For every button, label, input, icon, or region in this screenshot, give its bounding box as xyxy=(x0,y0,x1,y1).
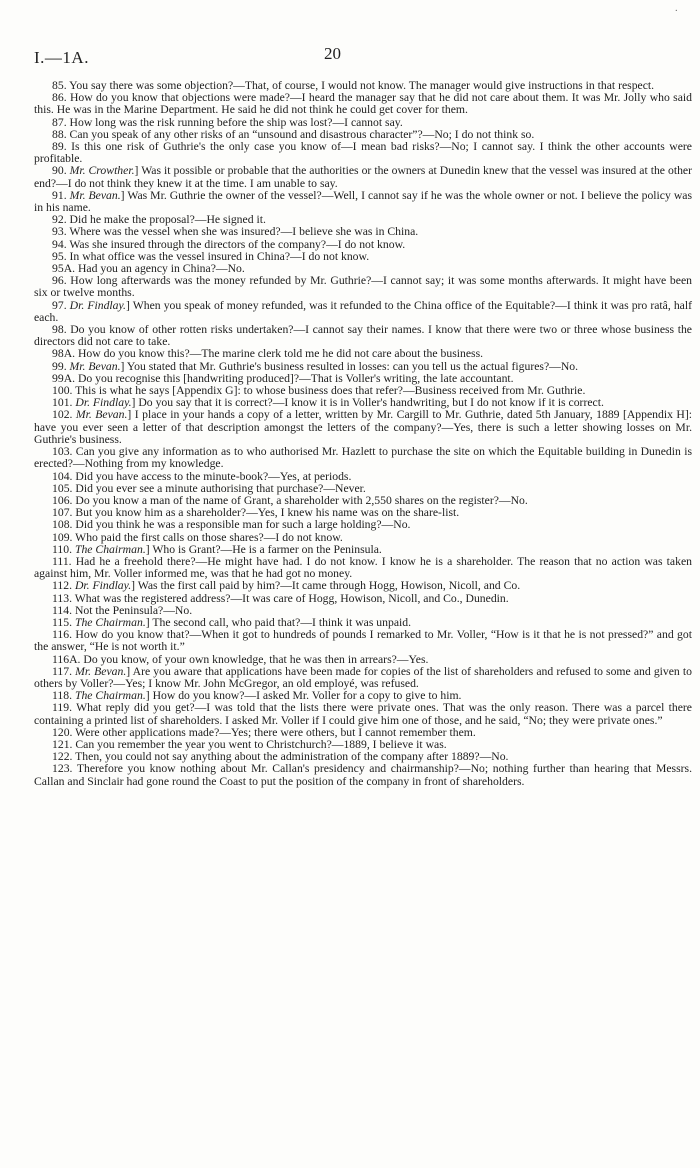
evidence-paragraph: 119. What reply did you get?—I was told that the lists there were private ones. That was the only reason. There was a parcel there containing a printed list of shareholders. I asked Mr. Voller if I could give him one of those, and he said, “No; they were private ones.” xyxy=(34,701,692,727)
paragraph-text: ] Was Mr. Guthrie the owner of the vessel?—Well, I cannot say if he was the whole owner or not. I believe the policy was in his name. xyxy=(34,188,693,215)
evidence-paragraph: 107. But you know him as a shareholder?—Yes, I knew his name was on the share-list. xyxy=(52,506,460,520)
speaker-name: Dr. Findlay. xyxy=(75,396,132,410)
question-number: 115. xyxy=(52,615,75,629)
evidence-paragraph: 86. How do you know that objections were made?—I heard the manager say that he did not care about them. It was Mr. Jolly who said this. He was in the Marine Department. He said he did not think he could get cover for them. xyxy=(34,91,692,117)
paragraph-text: ] Are you aware that applications have been made for copies of the list of shareholders and refused to some and given to others by Voller?—Yes; I know Mr. John McGregor, an old employé, was refused. xyxy=(34,664,692,690)
speaker-name: The Chairman. xyxy=(74,542,146,556)
speaker-name: Mr. Bevan. xyxy=(75,664,127,678)
evidence-paragraph: 105. Did you ever see a minute authorising that purchase?—Never. xyxy=(52,481,366,495)
question-number: 112. xyxy=(52,579,75,593)
speaker-name: Dr. Findlay. xyxy=(69,298,126,312)
evidence-paragraph: 96. How long afterwards was the money refunded by Mr. Guthrie?—I cannot say; it was some months afterwards. It might have been six or twelve months. xyxy=(34,274,692,300)
evidence-paragraph: 85. You say there was some objection?—That, of course, I would not know. The manager would give instructions in that respect. xyxy=(52,79,655,92)
speaker-name: The Chairman. xyxy=(74,615,146,629)
evidence-paragraph xyxy=(34,666,692,690)
evidence-text xyxy=(34,80,692,788)
question-number: 97. xyxy=(52,298,70,312)
series-reference: I.—1A. xyxy=(34,48,89,67)
evidence-paragraph xyxy=(34,409,692,446)
evidence-paragraph: 94. Was she insured through the directors of the company?—I do not know. xyxy=(52,237,406,251)
evidence-paragraph: 116A. Do you know, of your own knowledge, that he was then in arrears?—Yes. xyxy=(52,652,429,666)
evidence-paragraph: 88. Can you speak of any other risks of an “unsound and disastrous character”?—No; I do not think so. xyxy=(52,127,535,141)
paragraph-text: ] Do you say that it is correct?—I know it is in Voller's handwriting, but I do not know if it is correct. xyxy=(131,396,604,410)
paragraph-text: ] How do you know?—I asked Mr. Voller for a copy to give to him. xyxy=(145,689,462,703)
paragraph-text: ] The second call, who paid that?—I think it was unpaid. xyxy=(145,615,412,629)
evidence-paragraph: 92. Did he make the proposal?—He signed it. xyxy=(52,213,266,227)
evidence-paragraph xyxy=(34,165,692,189)
evidence-paragraph: 116. How do you know that?—When it got to hundreds of pounds I remarked to Mr. Voller, “How is it that he is not pressed?” and got the answer, “He is not worth it.” xyxy=(34,628,692,654)
paragraph-text: ] Was the first call paid by him?—It came through Hogg, Howison, Nicoll, and Co. xyxy=(131,579,521,593)
evidence-paragraph: 108. Did you think he was a responsible man for such a large holding?—No. xyxy=(52,518,411,532)
speaker-name: Dr. Findlay. xyxy=(74,579,132,593)
evidence-paragraph xyxy=(34,190,692,214)
evidence-paragraph: 93. Where was the vessel when she was insured?—I believe she was in China. xyxy=(52,225,419,239)
paragraph-text: ] Who is Grant?—He is a farmer on the Peninsula. xyxy=(145,542,382,556)
evidence-paragraph: 99A. Do you recognise this [handwriting produced]?—That is Voller's writing, the late accountant. xyxy=(52,371,514,385)
evidence-paragraph: 89. Is this one risk of Guthrie's the only case you know of—I mean bad risks?—No; I cannot say. I think the other accounts were profitable. xyxy=(34,140,692,166)
evidence-paragraph: 122. Then, you could not say anything about the administration of the company after 1889?—No. xyxy=(52,750,509,764)
question-number: 90. xyxy=(52,164,70,178)
evidence-paragraph: 103. Can you give any information as to who authorised Mr. Hazlett to purchase the site on which the Equitable building in Dunedin is erected?—Nothing from my knowledge. xyxy=(34,445,692,471)
evidence-paragraph: 98A. How do you know this?—The marine clerk told me he did not care about the business. xyxy=(52,347,484,361)
paragraph-text: ] Was it possible or probable that the authorities or the owners at Dunedin knew that the vessel was insured at the other end?—I do not think they knew it at the time. I am unable to say. xyxy=(34,164,692,190)
evidence-paragraph: 111. Had he a freehold there?—He might have had. I do not know. I know he is a shareholder. The reason that no action was taken against him, Mr. Voller informed me, was that he had got no money. xyxy=(34,554,692,581)
question-number: 110. xyxy=(52,542,75,556)
evidence-paragraph: 120. Were other applications made?—Yes; there were others, but I cannot remember them. xyxy=(52,725,476,739)
evidence-paragraph: 113. What was the registered address?—It was care of Hogg, Howison, Nicoll, and Co., Dunedin. xyxy=(52,591,509,605)
evidence-paragraph: 100. This is what he says [Appendix G]: to whose business does that refer?—Business received from Mr. Guthrie. xyxy=(52,384,586,398)
evidence-paragraph: 95. In what office was the vessel insured in China?—I do not know. xyxy=(52,249,370,263)
question-number: 99. xyxy=(52,359,70,373)
question-number: 117. xyxy=(52,664,76,678)
evidence-paragraph: 104. Did you have access to the minute-book?—Yes, at periods. xyxy=(52,469,352,483)
question-number: 118. xyxy=(52,689,75,703)
paragraph-text: ] I place in your hands a copy of a letter, written by Mr. Cargill to Mr. Guthrie, dated 5th January, 1889 [Appendix H]: have you ever seen a letter of that description amongst the letters of the company?—Yes, there is such a letter showing losses on Mr. Guthrie's business. xyxy=(34,408,692,446)
page-number: 20 xyxy=(324,44,341,63)
evidence-paragraph: 106. Do you know a man of the name of Grant, a shareholder with 2,550 shares on the register?—No. xyxy=(52,493,528,507)
evidence-paragraph: 87. How long was the risk running before the ship was lost?—I cannot say. xyxy=(52,115,403,129)
evidence-paragraph: 123. Therefore you know nothing about Mr. Callan's presidency and chairmanship?—No; nothing further than hearing that Messrs. Callan and Sinclair had gone round the Coast to put the position of the company in front of shareholders. xyxy=(34,762,692,788)
speaker-name: Mr. Bevan. xyxy=(75,408,128,422)
corner-mark: · xyxy=(674,6,678,17)
speaker-name: The Chairman. xyxy=(74,689,146,703)
speaker-name: Mr. Bevan. xyxy=(69,188,121,202)
speaker-name: Mr. Crowther. xyxy=(69,164,135,178)
speaker-name: Mr. Bevan. xyxy=(69,359,121,373)
question-number: 101. xyxy=(52,396,76,410)
evidence-paragraph: 109. Who paid the first calls on those shares?—I do not know. xyxy=(52,530,343,544)
paragraph-text: ] You stated that Mr. Guthrie's business resulted in losses: can you tell us the actual figures?—No. xyxy=(120,359,579,373)
question-number: 91. xyxy=(52,188,70,202)
question-number: 102. xyxy=(52,408,76,422)
evidence-paragraph: 95A. Had you an agency in China?—No. xyxy=(52,262,245,276)
evidence-paragraph: 114. Not the Peninsula?—No. xyxy=(52,603,193,617)
evidence-paragraph: 121. Can you remember the year you went to Christchurch?—1889, I believe it was. xyxy=(52,737,447,751)
evidence-paragraph: 98. Do you know of other rotten risks undertaken?—I cannot say their names. I know that there were two or three whose business the directors did not care to take. xyxy=(34,323,692,349)
evidence-paragraph xyxy=(34,300,692,324)
evidence-paragraph xyxy=(34,580,692,592)
paragraph-text: ] When you speak of money refunded, was it refunded to the China office of the Equitable?—I think it was pro ratâ, half each. xyxy=(34,298,692,324)
